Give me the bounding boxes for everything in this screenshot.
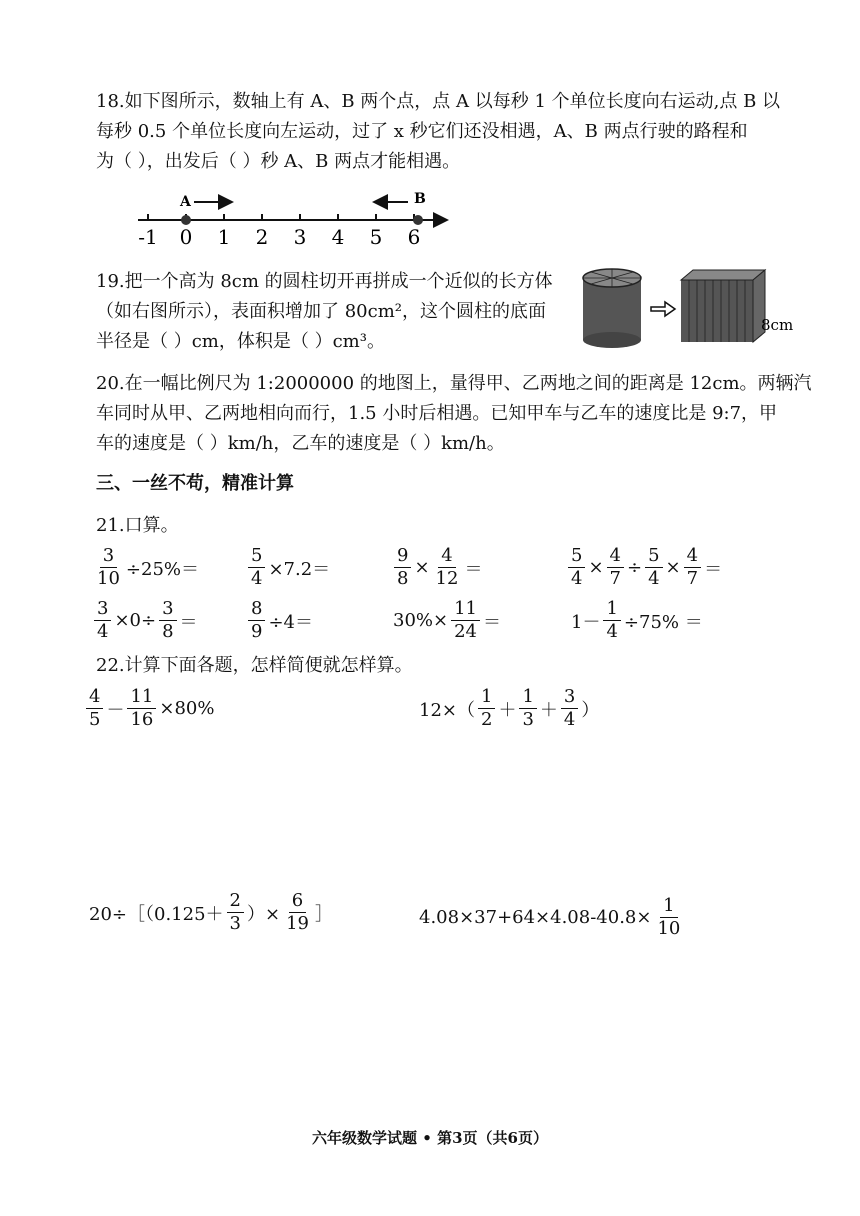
page-footer: 六年级数学试题 • 第3页（共6页）	[312, 1129, 548, 1147]
q21-title: 21.口算。	[96, 515, 179, 536]
q22-title: 22.计算下面各题，怎样简便就怎样算。	[96, 655, 413, 676]
q19-line1: 19.把一个高为 8cm 的圆柱切开再拼成一个近似的长方体	[96, 271, 553, 292]
q21-expr-2: $\frac{5}{4}$ ×7.2＝	[246, 545, 331, 590]
tick-label: 1	[217, 225, 231, 249]
tick-label: 6	[407, 225, 421, 249]
q18-line3: 为（ ），出发后（ ）秒 A、B 两点才能相遇。	[96, 151, 461, 172]
q22-problem-4: 4.08×37+64×4.08-40.8× $\frac{1}{10}$	[419, 895, 681, 939]
q21-expr-8: 1－ $\frac{1}{4}$ ÷75% ＝	[571, 598, 703, 642]
q21-expr-6: $\frac{8}{9}$ ÷4＝	[246, 598, 314, 643]
q22-problem-3: 20÷［（0.125＋ $\frac{2}{3}$ ）× $\frac{6}{19}$ ］	[89, 890, 333, 934]
number-line	[130, 186, 460, 256]
q18-line1: 18.如下图所示，数轴上有 A、B 两个点，点 A 以每秒 1 个单位长度向右运动,点 B 以	[96, 91, 781, 112]
q21-expr-1: $\frac{3}{10}$ ÷25%＝	[97, 545, 199, 589]
tick-label: 2	[255, 225, 269, 249]
tick-label: 4	[331, 225, 345, 249]
point-a-dot	[181, 215, 191, 225]
tick-label: 3	[293, 225, 307, 249]
q22-problem-1: $\frac{4}{5}$ － $\frac{11}{16}$ ×80%	[84, 686, 215, 731]
height-label: 8cm	[761, 316, 794, 334]
arrow-right-icon	[651, 302, 675, 316]
tick-label: 0	[179, 225, 193, 249]
tick-label: 5	[369, 225, 383, 249]
q20-line3: 车的速度是（ ）km/h，乙车的速度是（ ）km/h。	[96, 433, 505, 454]
q22-problem-2: 12×（ $\frac{1}{2}$ ＋ $\frac{1}{3}$ ＋ $\frac{3}{4}$ ）	[419, 686, 600, 730]
point-b-dot	[413, 215, 423, 225]
q19-line2: （如右图所示），表面积增加了 80cm²，这个圆柱的底面	[96, 301, 546, 322]
cuboid-body	[681, 280, 753, 342]
q20-line1: 20.在一幅比例尺为 1:2000000 的地图上，量得甲、乙两地之间的距离是 12cm。两辆汽	[96, 373, 812, 394]
tick-label: -1	[138, 225, 158, 249]
point-a-label: A	[180, 194, 191, 210]
cylinder-figure	[575, 262, 825, 362]
q19-line3: 半径是（ ）cm，体积是（ ）cm³。	[96, 331, 385, 352]
q20-line2: 车同时从甲、乙两地相向而行，1.5 小时后相遇。已知甲车与乙车的速度比是 9:7，甲	[96, 403, 778, 424]
q21-expr-4: $\frac{5}{4}$ × $\frac{4}{7}$ ÷ $\frac{5}{4}$ × $\frac{4}{7}$ ＝	[566, 545, 723, 590]
q21-expr-5: $\frac{3}{4}$ ×0÷ $\frac{3}{8}$ ＝	[92, 598, 199, 643]
q18-line2: 每秒 0.5 个单位长度向左运动，过了 x 秒它们还没相遇，A、B 两点行驶的路程和	[96, 121, 748, 142]
q21-expr-7: 30%× $\frac{11}{24}$ ＝	[393, 598, 501, 642]
point-b-label: B	[414, 191, 426, 207]
section-title: 三、一丝不苟，精准计算	[96, 473, 294, 494]
q21-expr-3: $\frac{9}{8}$ × $\frac{4}{12}$ ＝	[392, 545, 483, 590]
